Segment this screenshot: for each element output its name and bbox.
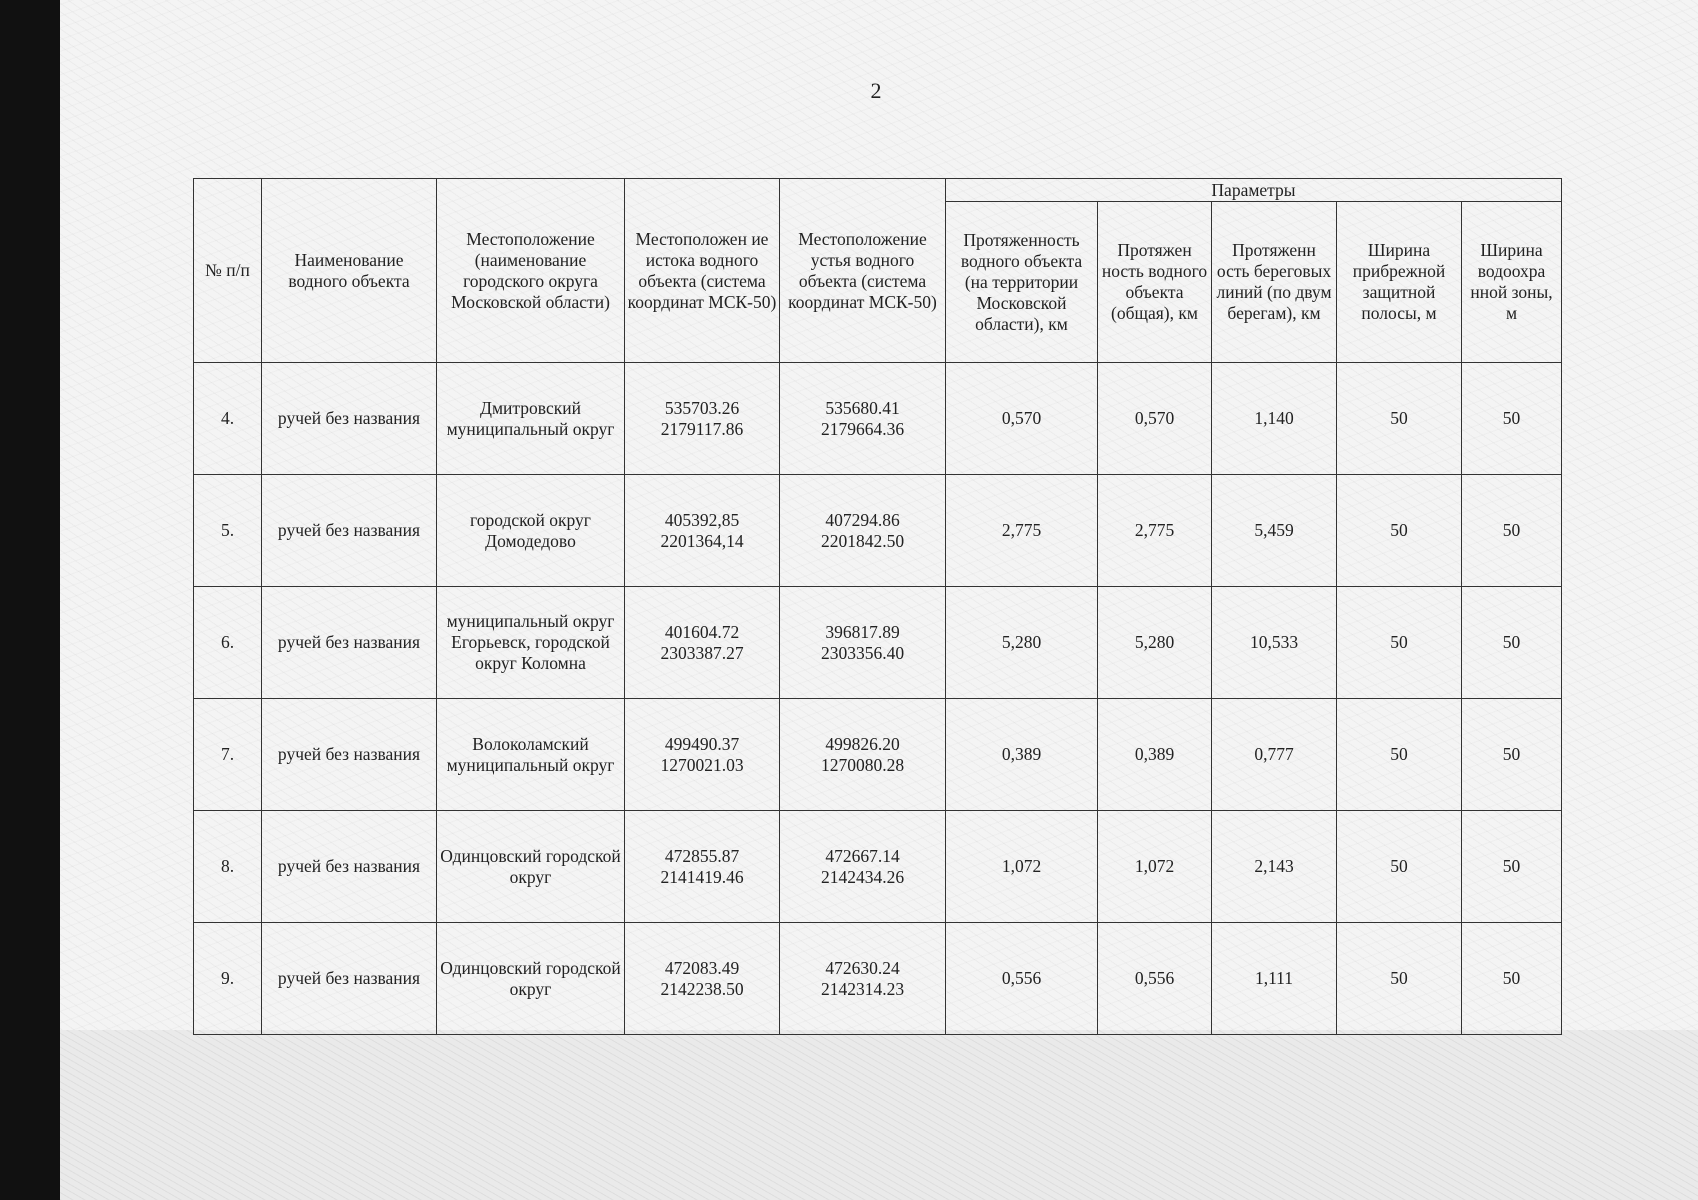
cell-source: 499490.37 1270021.03: [625, 699, 780, 811]
header-mouth: Местоположение устья водного объекта (система координат МСК-50): [780, 179, 946, 363]
cell-source: 405392,85 2201364,14: [625, 475, 780, 587]
cell-mouth: 535680.41 2179664.36: [780, 363, 946, 475]
cell-location: Дмитровский муниципальный округ: [437, 363, 625, 475]
cell-num: 7.: [194, 699, 262, 811]
cell-name: ручей без названия: [262, 587, 437, 699]
cell-source: 472083.49 2142238.50: [625, 923, 780, 1035]
cell-mouth: 472630.24 2142314.23: [780, 923, 946, 1035]
table-row: [194, 587, 1562, 699]
cell-num: 8.: [194, 811, 262, 923]
cell-shoreline: 5,459: [1212, 475, 1337, 587]
cell-coastal-strip: 50: [1337, 475, 1462, 587]
cell-name: ручей без названия: [262, 811, 437, 923]
cell-coastal-strip: 50: [1337, 699, 1462, 811]
table-row: [194, 363, 1562, 475]
cell-name: ручей без названия: [262, 475, 437, 587]
cell-length-region: 0,389: [946, 699, 1098, 811]
cell-num: 4.: [194, 363, 262, 475]
scan-dark-edge: [0, 0, 60, 1200]
cell-num: 5.: [194, 475, 262, 587]
cell-source: 535703.26 2179117.86: [625, 363, 780, 475]
cell-length-total: 0,570: [1098, 363, 1212, 475]
cell-coastal-strip: 50: [1337, 587, 1462, 699]
cell-protection-zone: 50: [1462, 811, 1562, 923]
cell-shoreline: 2,143: [1212, 811, 1337, 923]
header-protection-zone: Ширина водоохра нной зоны, м: [1462, 202, 1562, 363]
cell-length-region: 0,556: [946, 923, 1098, 1035]
cell-num: 9.: [194, 923, 262, 1035]
table-row: [194, 699, 1562, 811]
cell-protection-zone: 50: [1462, 699, 1562, 811]
cell-length-total: 0,389: [1098, 699, 1212, 811]
cell-shoreline: 10,533: [1212, 587, 1337, 699]
cell-protection-zone: 50: [1462, 587, 1562, 699]
cell-mouth: 499826.20 1270080.28: [780, 699, 946, 811]
cell-protection-zone: 50: [1462, 475, 1562, 587]
cell-source: 401604.72 2303387.27: [625, 587, 780, 699]
cell-shoreline: 1,140: [1212, 363, 1337, 475]
header-num: № п/п: [194, 179, 262, 363]
cell-protection-zone: 50: [1462, 363, 1562, 475]
cell-num: 6.: [194, 587, 262, 699]
header-source: Местоположен ие истока водного объекта (система координат МСК-50): [625, 179, 780, 363]
cell-coastal-strip: 50: [1337, 923, 1462, 1035]
scan-lower-band: [60, 1030, 1698, 1200]
cell-length-total: 0,556: [1098, 923, 1212, 1035]
cell-location: Одинцовский городской округ: [437, 811, 625, 923]
cell-mouth: 396817.89 2303356.40: [780, 587, 946, 699]
header-length-total: Протяжен ность водного объекта (общая), км: [1098, 202, 1212, 363]
cell-location: городской округ Домодедово: [437, 475, 625, 587]
cell-mouth: 472667.14 2142434.26: [780, 811, 946, 923]
page-number: 2: [870, 78, 882, 103]
cell-length-total: 5,280: [1098, 587, 1212, 699]
cell-name: ручей без названия: [262, 699, 437, 811]
cell-source: 472855.87 2141419.46: [625, 811, 780, 923]
cell-protection-zone: 50: [1462, 923, 1562, 1035]
table-row: [194, 811, 1562, 923]
cell-shoreline: 1,111: [1212, 923, 1337, 1035]
header-shoreline: Протяженн ость береговых линий (по двум берегам), км: [1212, 202, 1337, 363]
cell-length-total: 1,072: [1098, 811, 1212, 923]
cell-length-region: 5,280: [946, 587, 1098, 699]
cell-shoreline: 0,777: [1212, 699, 1337, 811]
table-row: [194, 923, 1562, 1035]
header-params-group: Параметры: [946, 179, 1562, 202]
cell-length-region: 0,570: [946, 363, 1098, 475]
header-location: Местоположение (наименование городского округа Московской области): [437, 179, 625, 363]
header-coastal-strip: Ширина прибрежной защитной полосы, м: [1337, 202, 1462, 363]
cell-location: Волоколамский муниципальный округ: [437, 699, 625, 811]
cell-name: ручей без названия: [262, 363, 437, 475]
cell-coastal-strip: 50: [1337, 811, 1462, 923]
header-name: Наименование водного объекта: [262, 179, 437, 363]
header-length-region: Протяженность водного объекта (на территории Московской области), км: [946, 202, 1098, 363]
cell-length-region: 1,072: [946, 811, 1098, 923]
table-row: [194, 475, 1562, 587]
cell-coastal-strip: 50: [1337, 363, 1462, 475]
cell-mouth: 407294.86 2201842.50: [780, 475, 946, 587]
cell-location: муниципальный округ Егорьевск, городской округ Коломна: [437, 587, 625, 699]
cell-length-region: 2,775: [946, 475, 1098, 587]
cell-name: ручей без названия: [262, 923, 437, 1035]
cell-length-total: 2,775: [1098, 475, 1212, 587]
cell-location: Одинцовский городской округ: [437, 923, 625, 1035]
water-objects-table: [193, 178, 1562, 1035]
